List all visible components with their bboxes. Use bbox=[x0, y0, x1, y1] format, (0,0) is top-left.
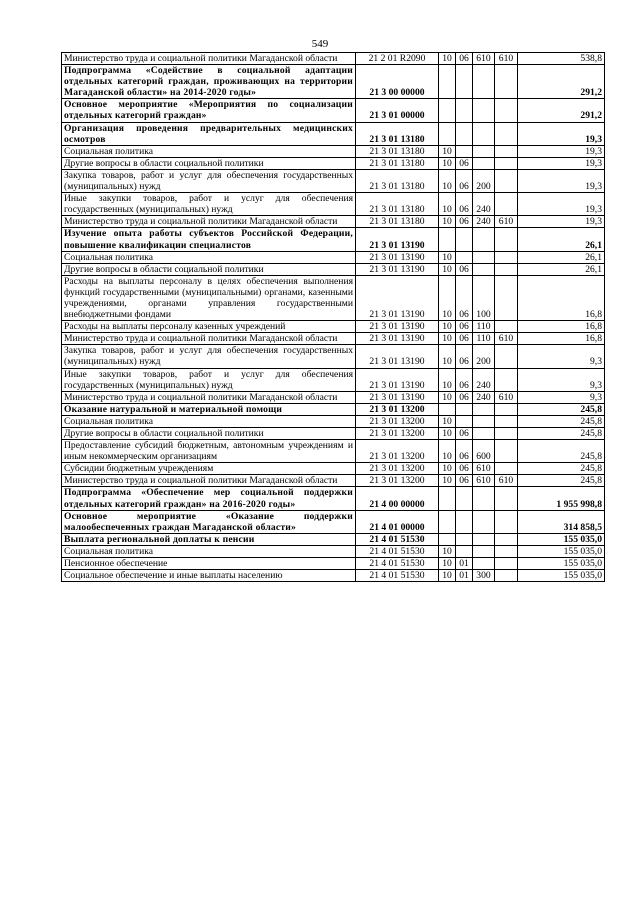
row-section: 10 bbox=[439, 216, 456, 228]
row-ministry-code bbox=[495, 415, 518, 427]
row-name: Министерство труда и социальной политики Магаданской области bbox=[62, 391, 356, 403]
row-expense-type bbox=[473, 558, 495, 570]
row-name: Иные закупки товаров, работ и услуг для обеспечения государственных (муниципальных) нужд bbox=[62, 368, 356, 391]
row-section: 10 bbox=[439, 145, 456, 157]
row-amount: 9,3 bbox=[518, 391, 605, 403]
row-ministry-code bbox=[495, 228, 518, 251]
row-section: 10 bbox=[439, 545, 456, 557]
row-expense-type bbox=[473, 145, 495, 157]
row-subsection bbox=[456, 99, 473, 122]
table-row bbox=[62, 228, 605, 251]
row-name: Основное мероприятие «Оказание поддержки малообеспеченных граждан Магаданской области» bbox=[62, 510, 356, 533]
row-target-code: 21 3 01 13180 bbox=[356, 157, 439, 169]
row-ministry-code bbox=[495, 487, 518, 510]
row-expense-type bbox=[473, 428, 495, 440]
row-subsection: 06 bbox=[456, 53, 473, 65]
row-ministry-code bbox=[495, 368, 518, 391]
row-section: 10 bbox=[439, 415, 456, 427]
row-amount: 19,3 bbox=[518, 157, 605, 169]
row-ministry-code bbox=[495, 510, 518, 533]
row-subsection: 06 bbox=[456, 157, 473, 169]
row-section: 10 bbox=[439, 570, 456, 582]
row-target-code: 21 3 01 13200 bbox=[356, 428, 439, 440]
row-amount: 9,3 bbox=[518, 345, 605, 368]
row-name: Подпрограмма «Содействие в социальной адаптации отдельных категорий граждан, проживающих на территории Магаданской области» на 2014-2020 годы» bbox=[62, 65, 356, 99]
row-name: Расходы на выплаты персоналу в целях обеспечения выполнения функций государственными (муниципальными) органами, казенными учреждениями, органами управления государственными внебюджетными фондами bbox=[62, 275, 356, 320]
row-expense-type: 610 bbox=[473, 53, 495, 65]
row-target-code: 21 3 01 13190 bbox=[356, 275, 439, 320]
row-ministry-code bbox=[495, 321, 518, 333]
row-target-code: 21 3 01 13200 bbox=[356, 463, 439, 475]
table-row bbox=[62, 122, 605, 145]
row-ministry-code bbox=[495, 440, 518, 463]
row-name: Социальная политика bbox=[62, 251, 356, 263]
row-expense-type bbox=[473, 263, 495, 275]
row-target-code: 21 3 01 00000 bbox=[356, 99, 439, 122]
row-target-code: 21 3 01 13200 bbox=[356, 475, 439, 487]
row-amount: 19,3 bbox=[518, 216, 605, 228]
row-target-code: 21 3 00 00000 bbox=[356, 65, 439, 99]
table-row bbox=[62, 487, 605, 510]
row-expense-type bbox=[473, 65, 495, 99]
row-subsection: 06 bbox=[456, 275, 473, 320]
row-amount: 16,8 bbox=[518, 321, 605, 333]
row-target-code: 21 3 01 13190 bbox=[356, 345, 439, 368]
row-section: 10 bbox=[439, 345, 456, 368]
row-target-code: 21 4 00 00000 bbox=[356, 487, 439, 510]
table-row bbox=[62, 193, 605, 216]
row-target-code: 21 3 01 13180 bbox=[356, 122, 439, 145]
row-subsection: 06 bbox=[456, 463, 473, 475]
row-ministry-code bbox=[495, 275, 518, 320]
row-amount: 245,8 bbox=[518, 440, 605, 463]
row-expense-type: 110 bbox=[473, 321, 495, 333]
row-subsection bbox=[456, 122, 473, 145]
row-target-code: 21 3 01 13190 bbox=[356, 368, 439, 391]
table-row bbox=[62, 475, 605, 487]
table-body bbox=[62, 53, 605, 582]
row-target-code: 21 3 01 13190 bbox=[356, 391, 439, 403]
row-expense-type: 610 bbox=[473, 475, 495, 487]
row-expense-type: 600 bbox=[473, 440, 495, 463]
table-row bbox=[62, 533, 605, 545]
row-subsection bbox=[456, 510, 473, 533]
row-expense-type bbox=[473, 99, 495, 122]
row-ministry-code bbox=[495, 193, 518, 216]
row-name: Расходы на выплаты персоналу казенных учреждений bbox=[62, 321, 356, 333]
row-target-code: 21 2 01 R2090 bbox=[356, 53, 439, 65]
table-row bbox=[62, 275, 605, 320]
row-target-code: 21 3 01 13180 bbox=[356, 169, 439, 192]
table-row bbox=[62, 545, 605, 557]
row-subsection: 06 bbox=[456, 391, 473, 403]
row-expense-type: 300 bbox=[473, 570, 495, 582]
row-ministry-code bbox=[495, 463, 518, 475]
row-subsection: 06 bbox=[456, 368, 473, 391]
row-expense-type: 200 bbox=[473, 169, 495, 192]
row-amount: 19,3 bbox=[518, 169, 605, 192]
row-subsection: 06 bbox=[456, 475, 473, 487]
row-ministry-code: 610 bbox=[495, 475, 518, 487]
row-expense-type bbox=[473, 157, 495, 169]
row-name: Предоставление субсидий бюджетным, автономным учреждениям и иным некоммерческим организациям bbox=[62, 440, 356, 463]
row-section bbox=[439, 228, 456, 251]
row-target-code: 21 3 01 13180 bbox=[356, 145, 439, 157]
row-subsection: 01 bbox=[456, 558, 473, 570]
row-subsection bbox=[456, 415, 473, 427]
row-target-code: 21 3 01 13200 bbox=[356, 415, 439, 427]
row-ministry-code bbox=[495, 345, 518, 368]
row-name: Субсидии бюджетным учреждениям bbox=[62, 463, 356, 475]
row-expense-type: 240 bbox=[473, 368, 495, 391]
row-ministry-code: 610 bbox=[495, 333, 518, 345]
row-amount: 19,3 bbox=[518, 193, 605, 216]
row-expense-type bbox=[473, 122, 495, 145]
row-subsection: 06 bbox=[456, 321, 473, 333]
table-row bbox=[62, 391, 605, 403]
row-name: Закупка товаров, работ и услуг для обеспечения государственных (муниципальных) нужд bbox=[62, 169, 356, 192]
row-target-code: 21 3 01 13190 bbox=[356, 228, 439, 251]
table-row bbox=[62, 251, 605, 263]
table-row bbox=[62, 368, 605, 391]
row-ministry-code bbox=[495, 403, 518, 415]
row-name: Изучение опыта работы субъектов Российской Федерации, повышение квалификации специалистов bbox=[62, 228, 356, 251]
row-ministry-code: 610 bbox=[495, 53, 518, 65]
row-amount: 155 035,0 bbox=[518, 545, 605, 557]
row-target-code: 21 4 01 00000 bbox=[356, 510, 439, 533]
row-name: Другие вопросы в области социальной политики bbox=[62, 428, 356, 440]
table-row bbox=[62, 440, 605, 463]
row-section: 10 bbox=[439, 251, 456, 263]
row-section bbox=[439, 65, 456, 99]
row-section: 10 bbox=[439, 391, 456, 403]
row-name: Другие вопросы в области социальной политики bbox=[62, 157, 356, 169]
table-row bbox=[62, 510, 605, 533]
row-amount: 245,8 bbox=[518, 403, 605, 415]
row-name: Социальное обеспечение и иные выплаты населению bbox=[62, 570, 356, 582]
row-target-code: 21 3 01 13180 bbox=[356, 193, 439, 216]
table-row bbox=[62, 263, 605, 275]
row-amount: 314 858,5 bbox=[518, 510, 605, 533]
row-section: 10 bbox=[439, 333, 456, 345]
row-ministry-code bbox=[495, 169, 518, 192]
row-target-code: 21 3 01 13180 bbox=[356, 216, 439, 228]
row-expense-type bbox=[473, 533, 495, 545]
row-target-code: 21 3 01 13200 bbox=[356, 440, 439, 463]
table-row bbox=[62, 145, 605, 157]
row-expense-type: 200 bbox=[473, 345, 495, 368]
row-subsection bbox=[456, 65, 473, 99]
row-ministry-code bbox=[495, 558, 518, 570]
page-number: 549 bbox=[311, 38, 329, 50]
row-amount: 16,8 bbox=[518, 275, 605, 320]
row-expense-type bbox=[473, 487, 495, 510]
table-row bbox=[62, 345, 605, 368]
row-amount: 26,1 bbox=[518, 263, 605, 275]
row-ministry-code bbox=[495, 157, 518, 169]
row-ministry-code bbox=[495, 533, 518, 545]
row-name: Другие вопросы в области социальной политики bbox=[62, 263, 356, 275]
row-name: Социальная политика bbox=[62, 545, 356, 557]
row-amount: 26,1 bbox=[518, 251, 605, 263]
row-expense-type bbox=[473, 251, 495, 263]
table-row bbox=[62, 403, 605, 415]
row-target-code: 21 4 01 51530 bbox=[356, 558, 439, 570]
row-target-code: 21 3 01 13190 bbox=[356, 333, 439, 345]
row-target-code: 21 3 01 13200 bbox=[356, 403, 439, 415]
row-amount: 19,3 bbox=[518, 122, 605, 145]
row-amount: 1 955 998,8 bbox=[518, 487, 605, 510]
row-amount: 245,8 bbox=[518, 428, 605, 440]
row-section bbox=[439, 99, 456, 122]
row-name: Выплата региональной доплаты к пенсии bbox=[62, 533, 356, 545]
row-amount: 26,1 bbox=[518, 228, 605, 251]
row-expense-type: 610 bbox=[473, 463, 495, 475]
row-section: 10 bbox=[439, 368, 456, 391]
row-section: 10 bbox=[439, 157, 456, 169]
row-section bbox=[439, 122, 456, 145]
row-expense-type: 240 bbox=[473, 216, 495, 228]
table-row bbox=[62, 415, 605, 427]
row-section: 10 bbox=[439, 321, 456, 333]
table-row bbox=[62, 428, 605, 440]
row-ministry-code bbox=[495, 545, 518, 557]
row-ministry-code bbox=[495, 428, 518, 440]
row-subsection bbox=[456, 251, 473, 263]
table-row bbox=[62, 570, 605, 582]
row-name: Министерство труда и социальной политики Магаданской области bbox=[62, 333, 356, 345]
row-section: 10 bbox=[439, 169, 456, 192]
row-name: Министерство труда и социальной политики Магаданской области bbox=[62, 475, 356, 487]
row-expense-type bbox=[473, 228, 495, 251]
budget-table bbox=[61, 52, 605, 582]
row-ministry-code bbox=[495, 145, 518, 157]
row-subsection: 01 bbox=[456, 570, 473, 582]
row-subsection: 06 bbox=[456, 345, 473, 368]
row-name: Закупка товаров, работ и услуг для обеспечения государственных (муниципальных) нужд bbox=[62, 345, 356, 368]
row-section: 10 bbox=[439, 558, 456, 570]
row-amount: 538,8 bbox=[518, 53, 605, 65]
row-section: 10 bbox=[439, 53, 456, 65]
row-subsection: 06 bbox=[456, 169, 473, 192]
row-name: Министерство труда и социальной политики Магаданской области bbox=[62, 53, 356, 65]
row-section: 10 bbox=[439, 440, 456, 463]
row-ministry-code bbox=[495, 65, 518, 99]
row-expense-type: 110 bbox=[473, 333, 495, 345]
row-name: Социальная политика bbox=[62, 415, 356, 427]
row-target-code: 21 4 01 51530 bbox=[356, 533, 439, 545]
row-ministry-code: 610 bbox=[495, 391, 518, 403]
row-amount: 19,3 bbox=[518, 145, 605, 157]
row-section: 10 bbox=[439, 463, 456, 475]
table-row bbox=[62, 463, 605, 475]
row-ministry-code: 610 bbox=[495, 216, 518, 228]
row-amount: 245,8 bbox=[518, 475, 605, 487]
row-section: 10 bbox=[439, 193, 456, 216]
row-subsection bbox=[456, 487, 473, 510]
row-expense-type bbox=[473, 403, 495, 415]
row-ministry-code bbox=[495, 263, 518, 275]
row-ministry-code bbox=[495, 99, 518, 122]
row-ministry-code bbox=[495, 570, 518, 582]
row-expense-type bbox=[473, 545, 495, 557]
row-name: Организация проведения предварительных медицинских осмотров bbox=[62, 122, 356, 145]
row-subsection: 06 bbox=[456, 428, 473, 440]
row-target-code: 21 3 01 13190 bbox=[356, 263, 439, 275]
row-expense-type: 100 bbox=[473, 275, 495, 320]
row-section: 10 bbox=[439, 263, 456, 275]
table-row bbox=[62, 169, 605, 192]
row-target-code: 21 3 01 13190 bbox=[356, 251, 439, 263]
table-row bbox=[62, 65, 605, 99]
table-row bbox=[62, 333, 605, 345]
row-subsection bbox=[456, 545, 473, 557]
row-subsection: 06 bbox=[456, 333, 473, 345]
row-name: Основное мероприятие «Мероприятия по социализации отдельных категорий граждан» bbox=[62, 99, 356, 122]
row-amount: 291,2 bbox=[518, 65, 605, 99]
row-ministry-code bbox=[495, 251, 518, 263]
row-expense-type bbox=[473, 510, 495, 533]
row-section: 10 bbox=[439, 475, 456, 487]
row-section bbox=[439, 487, 456, 510]
row-subsection bbox=[456, 145, 473, 157]
row-amount: 291,2 bbox=[518, 99, 605, 122]
table-row bbox=[62, 558, 605, 570]
row-amount: 155 035,0 bbox=[518, 558, 605, 570]
row-subsection bbox=[456, 228, 473, 251]
row-amount: 155 035,0 bbox=[518, 533, 605, 545]
row-name: Министерство труда и социальной политики Магаданской области bbox=[62, 216, 356, 228]
row-section: 10 bbox=[439, 428, 456, 440]
row-amount: 245,8 bbox=[518, 463, 605, 475]
row-section bbox=[439, 533, 456, 545]
row-amount: 155 035,0 bbox=[518, 570, 605, 582]
row-subsection bbox=[456, 533, 473, 545]
row-name: Иные закупки товаров, работ и услуг для обеспечения государственных (муниципальных) нужд bbox=[62, 193, 356, 216]
row-ministry-code bbox=[495, 122, 518, 145]
row-expense-type: 240 bbox=[473, 391, 495, 403]
table-row bbox=[62, 216, 605, 228]
row-name: Пенсионное обеспечение bbox=[62, 558, 356, 570]
table-row bbox=[62, 157, 605, 169]
row-target-code: 21 4 01 51530 bbox=[356, 545, 439, 557]
row-amount: 245,8 bbox=[518, 415, 605, 427]
row-subsection: 06 bbox=[456, 216, 473, 228]
row-subsection: 06 bbox=[456, 440, 473, 463]
row-amount: 16,8 bbox=[518, 333, 605, 345]
row-target-code: 21 4 01 51530 bbox=[356, 570, 439, 582]
row-subsection: 06 bbox=[456, 263, 473, 275]
row-subsection: 06 bbox=[456, 193, 473, 216]
row-section: 10 bbox=[439, 275, 456, 320]
row-target-code: 21 3 01 13190 bbox=[356, 321, 439, 333]
row-amount: 9,3 bbox=[518, 368, 605, 391]
table-row bbox=[62, 321, 605, 333]
row-expense-type: 240 bbox=[473, 193, 495, 216]
table-row bbox=[62, 99, 605, 122]
row-section bbox=[439, 510, 456, 533]
row-name: Оказание натуральной и материальной помощи bbox=[62, 403, 356, 415]
row-name: Подпрограмма «Обеспечение мер социальной поддержки отдельных категорий граждан» на 2016-2020 годы» bbox=[62, 487, 356, 510]
row-expense-type bbox=[473, 415, 495, 427]
table-row bbox=[62, 53, 605, 65]
row-section bbox=[439, 403, 456, 415]
row-name: Социальная политика bbox=[62, 145, 356, 157]
row-subsection bbox=[456, 403, 473, 415]
